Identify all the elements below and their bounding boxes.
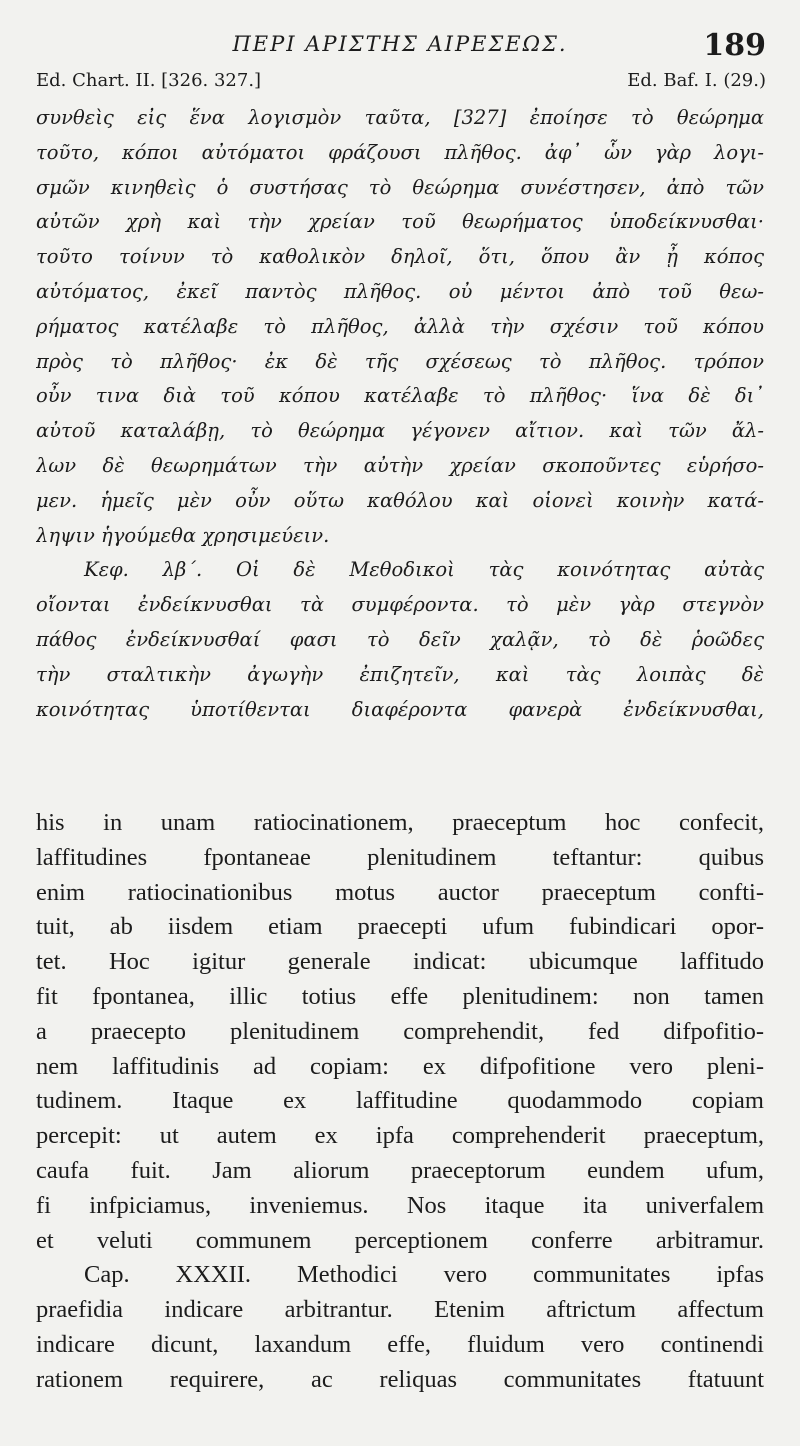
- latin-line: caufa fuit. Jam aliorum praeceptorum eundem ufum,: [36, 1156, 764, 1184]
- latin-line: enim ratiocinationibus motus auctor praeceptum confti-: [36, 878, 764, 906]
- edition-chart-reference: Ed. Chart. II. [326. 327.]: [36, 70, 262, 91]
- greek-line: αὐτόματος, ἐκεῖ παντὸς πλῆθος. οὐ μέντοι ἀπὸ τοῦ θεω-: [36, 279, 764, 303]
- latin-line: nem laffitudinis ad copiam: ex difpofitione vero pleni-: [36, 1052, 764, 1080]
- greek-line: πρὸς τὸ πλῆθος· ἐκ δὲ τῆς σχέσεως τὸ πλῆθος. τρόπον: [36, 349, 764, 373]
- greek-line: οὖν τινα διὰ τοῦ κόπου κατέλαβε τὸ πλῆθος· ἵνα δὲ δι᾽: [36, 384, 764, 408]
- greek-chapter-heading-line: Κεφ. λβ΄. Οἱ δὲ Μεθοδικοὶ τὰς κοινότητας αὐτὰς: [84, 558, 764, 582]
- latin-chapter-heading-line: Cap. XXXII. Methodici vero communitates ipfas: [84, 1261, 764, 1289]
- latin-line: tudinem. Itaque ex laffitudine quodammodo copiam: [36, 1087, 764, 1115]
- edition-reference-line: [36, 70, 766, 98]
- edition-basel-reference: Ed. Baf. I. (29.): [627, 70, 766, 91]
- running-title: ΠΕΡΙ ΑΡΙΣΤΗΣ ΑΙΡΕΣΕΩΣ.: [232, 32, 568, 56]
- greek-line: ληψιν ἡγούμεθα χρησιμεύειν.: [36, 523, 330, 547]
- latin-line: his in unam ratiocinationem, praeceptum hoc confecit,: [36, 809, 764, 836]
- latin-line: tet. Hoc igitur generale indicat: ubicumque laffitudo: [36, 948, 764, 976]
- latin-text-block: [36, 806, 764, 1398]
- latin-line: indicare dicunt, laxandum effe, fluidum vero continendi: [36, 1330, 764, 1358]
- latin-line: tuit, ab iisdem etiam praecepti ufum fubindicari opor-: [36, 913, 764, 941]
- greek-line: πάθος ἐνδείκνυσθαί φασι τὸ δεῖν χαλᾷν, τὸ δὲ ῥοῶδες: [36, 627, 764, 651]
- greek-line: ρήματος κατέλαβε τὸ πλῆθος, ἀλλὰ τὴν σχέσιν τοῦ κόπου: [36, 314, 764, 338]
- latin-line: et veluti communem perceptionem conferre arbitramur.: [36, 1226, 764, 1254]
- greek-line: μεν. ἡμεῖς μὲν οὖν οὕτω καθόλου καὶ οἱονεὶ κοινὴν κατά-: [36, 488, 764, 512]
- greek-line: αὐτοῦ καταλάβῃ, τὸ θεώρημα γέγονεν αἴτιον. καὶ τῶν ἄλ-: [36, 419, 764, 443]
- greek-line: τοῦτο τοίνυν τὸ καθολικὸν δηλοῖ, ὅτι, ὅπου ἂν ᾖ κόπος: [36, 245, 764, 269]
- greek-line: αὐτῶν χρὴ καὶ τὴν χρείαν τοῦ θεωρήματος ὑποδείκνυσθαι·: [36, 210, 764, 234]
- latin-line: percepit: ut autem ex ipfa comprehenderit praeceptum,: [36, 1122, 764, 1150]
- greek-text-block: [36, 101, 764, 727]
- latin-line: a praecepto plenitudinem comprehendit, fed difpofitio-: [36, 1017, 764, 1045]
- latin-line: laffitudines fpontaneae plenitudinem teftantur: quibus: [36, 843, 764, 871]
- latin-line: rationem requirere, ac reliquas communitates ftatuunt: [36, 1365, 764, 1393]
- greek-line: οἴονται ἐνδείκνυσθαι τὰ συμφέροντα. τὸ μὲν γὰρ στεγνὸν: [36, 593, 764, 617]
- greek-line: συνθεὶς εἰς ἕνα λογισμὸν ταῦτα, [327] ἐποίησε τὸ θεώρημα: [36, 106, 764, 129]
- latin-line: fit fpontanea, illic totius effe plenitudinem: non tamen: [36, 982, 764, 1010]
- running-header: [0, 28, 800, 62]
- greek-line: τοῦτο, κόποι αὐτόματοι φράζουσι πλῆθος. ἀφ᾽ ὧν γὰρ λογι-: [36, 140, 764, 164]
- greek-line: κοινότητας ὑποτίθενται διαφέροντα φανερὰ ἐνδείκνυσθαι,: [36, 697, 764, 721]
- greek-line: τὴν σταλτικὴν ἀγωγὴν ἐπιζητεῖν, καὶ τὰς λοιπὰς δὲ: [36, 662, 764, 686]
- latin-line: praefidia indicare arbitrantur. Etenim aftrictum affectum: [36, 1296, 764, 1324]
- greek-line: λων δὲ θεωρημάτων τὴν αὐτὴν χρείαν σκοποῦντες εὑρήσο-: [36, 453, 764, 477]
- greek-line: σμῶν κινηθεὶς ὁ συστήσας τὸ θεώρημα συνέστησεν, ἀπὸ τῶν: [36, 175, 764, 199]
- page-number: 189: [703, 28, 766, 63]
- latin-line: fi infpiciamus, inveniemus. Nos itaque ita univerfalem: [36, 1191, 764, 1219]
